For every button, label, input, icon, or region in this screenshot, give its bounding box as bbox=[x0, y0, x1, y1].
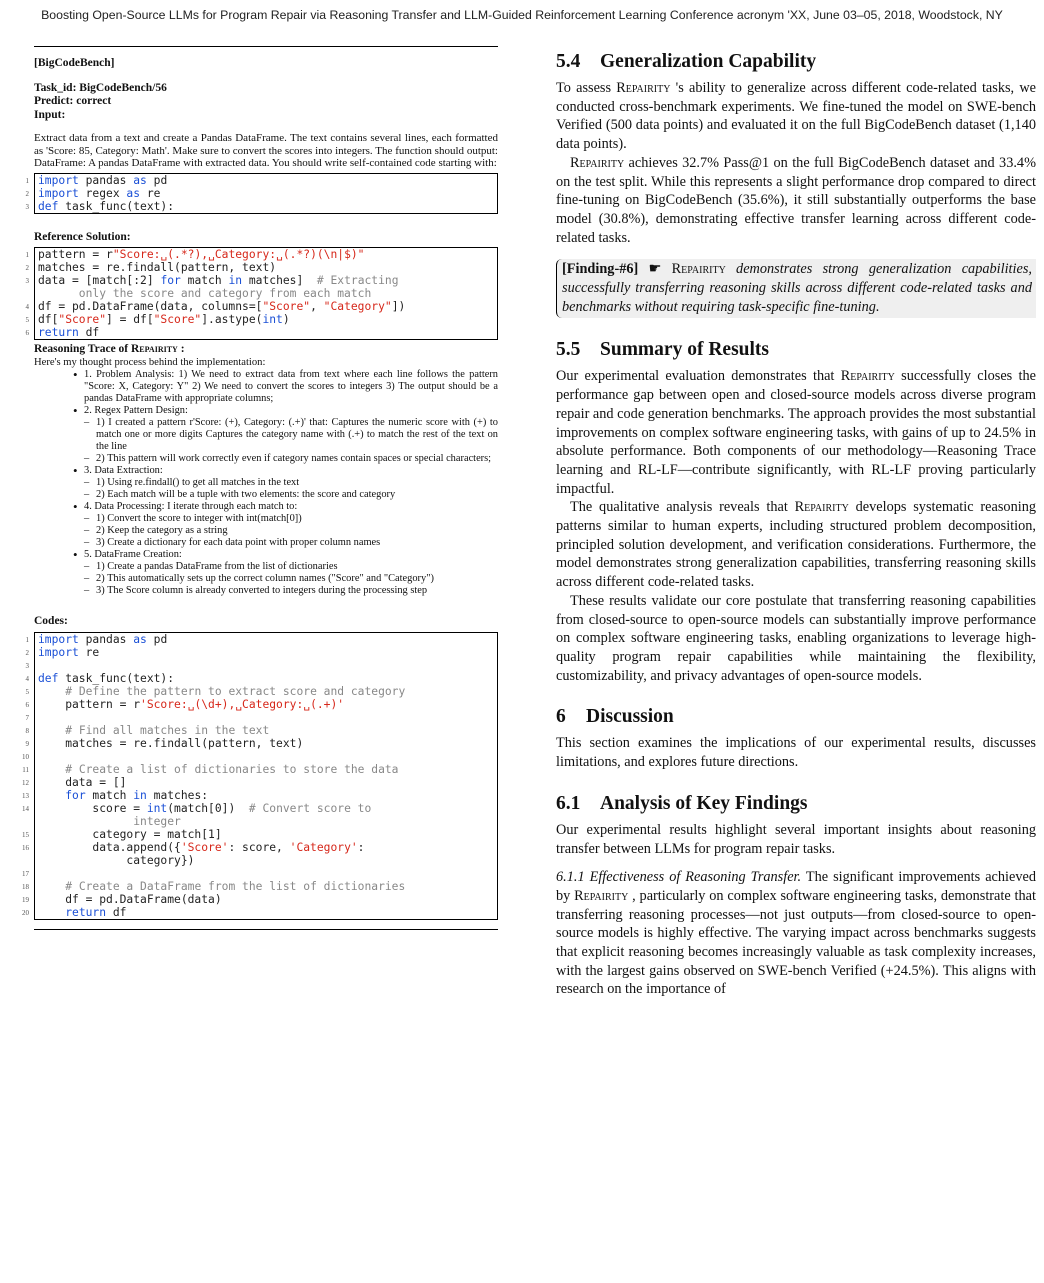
list-item: – 1) I created a pattern r'Score: (+), Category: (.+)' that: Captures the numeric score with (+) to match one or more digits Captures the category name with (.+) to match the rest of the text on the line bbox=[96, 417, 498, 453]
list-item: – 2) This pattern will work correctly even if category names contain spaces or special characters; bbox=[96, 453, 498, 465]
paragraph: This section examines the implications of our experimental results, discusses limitations, and explores future directions. bbox=[556, 735, 1036, 771]
paragraph: Our experimental evaluation demonstrates that Repairity successfully closes the performance gap between open and closed-source models across diverse program repair and code generation benchmarks. The approach provides the most substantial improvements on complex software engineering tasks, with gains of up to 24.5% in absolute performance. Both components of our methodology—Reasoning Trace learning and RL-LF—contribute significantly, with RL-LF proving particularly impactful. bbox=[556, 368, 1036, 497]
list-item: – 1) Using re.findall() to get all matches in the text bbox=[96, 477, 498, 489]
benchmark-label: [BigCodeBench] bbox=[34, 57, 115, 69]
paragraph: The qualitative analysis reveals that Repairity develops systematic reasoning patterns similar to human experts, including structured problem decomposition, principled solution development, and verification considerations. Furthermore, the model demonstrates strong generalization capabilities, transferring reasoning skills across different code-related tasks. bbox=[556, 499, 1036, 591]
pointing-hand-icon: ☛ bbox=[648, 261, 662, 278]
paragraph: 6.1.1 Effectiveness of Reasoning Transfer. The significant improvements achieved by Repairity , particularly on complex software engineering tasks, demonstrate that transferring reasoning processes—not just outputs—from closed-source to open-source models is highly effective. The varying impact across benchmarks suggests that explicit reasoning becomes increasingly valuable as task complexity increases, with the largest gains observed on SWE-bench Verified (+24.5%). This aligns with research on the importance of bbox=[556, 869, 1036, 998]
paragraph: Repairity achieves 32.7% Pass@1 on the full BigCodeBench dataset and 33.4% on the test split. While this represents a slight performance drop compared to direct fine-tuning on BigCodeBench (35.6%), it still substantially outperforms the base model (30.8%), demonstrating effective transfer learning across different code-related tasks. bbox=[556, 154, 1036, 246]
example-column bbox=[22, 46, 498, 930]
body-column bbox=[556, 50, 1036, 999]
section-6-1-heading: 6.1 Analysis of Key Findings bbox=[556, 792, 808, 814]
running-header: Boosting Open-Source LLMs for Program Repair via Reasoning Transfer and LLM-Guided Reinforcement Learning Conference acronym 'XX, June 03–05, 2018, Woodstock, NY bbox=[41, 8, 1003, 22]
list-item: – 1) Convert the score to integer with int(match[0]) bbox=[96, 513, 498, 525]
codes-label: Codes: bbox=[34, 615, 68, 628]
generated-code-block: 1 import pandas as pd 2 import re 3 4 def task_func(text): 5 # Define the pattern to extract score and category 6 pattern = r'Score:␣(\d+),␣Category:␣(.+)' 7 8 # Find all matches in the text 9 matches = re.findall(pattern, text) 10 11 # Create a list of dictionaries to store the data 12 data = [] 13 for match in matches: 14 score = int(match[0]) # Convert score to integer 15 category = match[1] 16 data.append({'Score': score, 'Category': category}) 17 18 # Create a DataFrame from the list of dictionaries 19 df = pd.DataFrame(data) 20 return df bbox=[34, 632, 498, 920]
input-label: Input: bbox=[34, 108, 66, 121]
list-item: • 1. Problem Analysis: 1) We need to extract data from text where each line follows the pattern "Score: X, Category: Y" 2) We need to convert the scores to integers 3) The output should be a pandas DataFrame with appropriate columns; bbox=[84, 369, 498, 405]
list-item: • 4. Data Processing: I iterate through each match to: – 1) Convert the score to integer with int(match[0]) – 2) Keep the category as a string – 3) Create a dictionary for each data point with proper column names bbox=[84, 501, 498, 549]
list-item: – 2) Keep the category as a string bbox=[96, 525, 498, 537]
input-text: Extract data from a text and create a Pandas DataFrame. The text contains several lines, each formatted as 'Score: 85, Category: Math'. Make sure to convert the scores into integers. The function should output: DataFrame: A pandas DataFrame with extracted data. You should write self-contained code starting with: bbox=[34, 132, 498, 170]
list-item: – 2) Each match will be a tuple with two elements: the score and category bbox=[96, 489, 498, 501]
section-5-4-heading: 5.4 Generalization Capability bbox=[556, 51, 817, 72]
trace-intro: Here's my thought process behind the implementation: bbox=[34, 356, 266, 368]
task-id: Task_id: BigCodeBench/56 bbox=[34, 81, 167, 94]
list-item: – 3) Create a dictionary for each data point with proper column names bbox=[96, 537, 498, 549]
reference-code-block: 1 pattern = r"Score:␣(.*?),␣Category:␣(.*?)(\n|$)" 2 matches = re.findall(pattern, text) 3 data = [match[:2] for match in matches] # Extracting only the score and category from each match 4 df = pd.DataFrame(data, columns=["Score", "Category"]) 5 df["Score"] = df["Score"].astype(int) 6 return df bbox=[34, 247, 498, 340]
reasoning-list bbox=[34, 369, 498, 597]
input-code-block: 1 import pandas as pd 2 import regex as re 3 def task_func(text): bbox=[34, 173, 498, 214]
list-item: • 5. DataFrame Creation: – 1) Create a pandas DataFrame from the list of dictionaries – 2) This automatically sets up the correct column names ("Score" and "Category") – 3) The Score column is already converted to integers during the processing step bbox=[84, 549, 498, 597]
section-5-5-heading: 5.5 Summary of Results bbox=[556, 339, 769, 361]
list-item: – 3) The Score column is already converted to integers during the processing step bbox=[96, 585, 498, 597]
reasoning-trace-label: Reasoning Trace of Repairity : bbox=[34, 343, 185, 356]
paragraph: To assess Repairity 's ability to generalize across different code-related tasks, we conducted cross-benchmark experiments. We fine-tuned the model on SWE-bench Verified (500 data points) and evaluated it on the full BigCodeBench dataset (1,140 data points). bbox=[556, 80, 1036, 153]
paragraph: These results validate our core postulate that transferring reasoning capabilities from closed-source to open-source models can substantially improve performance on complex software engineering tasks, enabling organizations to leverage high-quality program repair capabilities while maintaining the flexibility, customizability, and privacy advantages of open-source models. bbox=[556, 592, 1036, 684]
section-6-heading: 6 Discussion bbox=[556, 706, 674, 728]
top-rule bbox=[34, 46, 498, 47]
predict-label: Predict: correct bbox=[34, 95, 112, 107]
finding-box: [Finding-#6] ☛ Repairity demonstrates strong generalization capabilities, successfully transferring reasoning skills across different code-related tasks and benchmarks without requiring task-specific fine-tuning. bbox=[556, 259, 1036, 318]
list-item: • 2. Regex Pattern Design: – 1) I created a pattern r'Score: (+), Category: (.+)' that: Captures the numeric score with (+) to match one or more digits Captures the category name with (.+) to match the rest of the text on the line – 2) This pattern will work correctly even if category names contain spaces or special characters; bbox=[84, 405, 498, 465]
subsection-heading: 6.1.1 Effectiveness of Reasoning Transfer. bbox=[556, 869, 802, 886]
list-item: • 3. Data Extraction: – 1) Using re.findall() to get all matches in the text – 2) Each match will be a tuple with two elements: the score and category bbox=[84, 465, 498, 501]
paragraph: Our experimental results highlight several important insights about reasoning transfer between LLMs for program repair tasks. bbox=[556, 821, 1036, 857]
reference-solution-label: Reference Solution: bbox=[34, 230, 131, 243]
bottom-rule bbox=[34, 929, 498, 930]
list-item: – 2) This automatically sets up the correct column names ("Score" and "Category") bbox=[96, 573, 498, 585]
list-item: – 1) Create a pandas DataFrame from the list of dictionaries bbox=[96, 561, 498, 573]
